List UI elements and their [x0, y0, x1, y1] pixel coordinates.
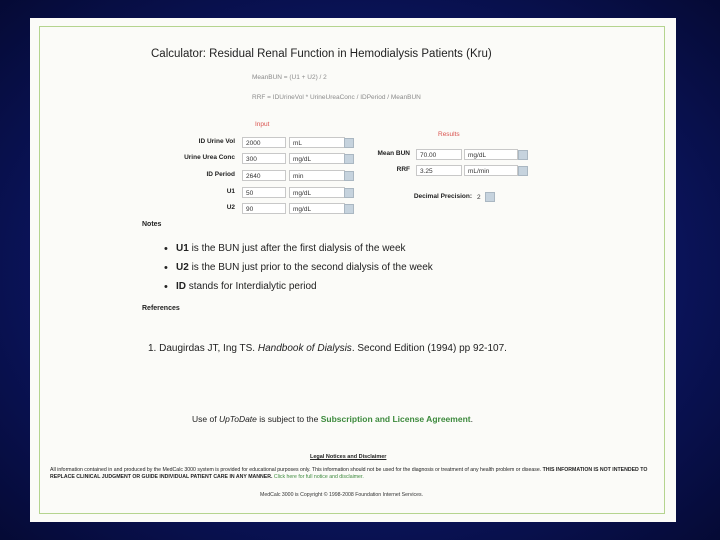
input-label-u2: U2 — [226, 204, 235, 211]
id-urine-vol-unit-select[interactable]: mL — [289, 137, 345, 148]
formula-rrf: RRF = IDUrineVol * UrineUreaConc / IDPeriod / MeanBUN — [252, 94, 421, 101]
note-item: U1 is the BUN just after the first dialysis of the week — [176, 243, 406, 254]
rrf-unit-select[interactable]: mL/min — [464, 165, 518, 176]
mean-bun-unit-dropdown-icon[interactable] — [518, 150, 528, 160]
legal-notices-link[interactable]: Legal Notices and Disclaimer — [310, 454, 387, 460]
decimal-precision-select[interactable]: 2 — [477, 194, 481, 201]
bullet-icon: • — [164, 243, 168, 255]
input-label-u1: U1 — [226, 188, 235, 195]
license-agreement-link[interactable]: Subscription and License Agreement — [320, 414, 471, 424]
page-title: Calculator: Residual Renal Function in Hemodialysis Patients (Kru) — [151, 48, 492, 60]
u1-unit-dropdown-icon[interactable] — [344, 188, 354, 198]
copyright-text: MedCalc 3000 is Copyright © 1998-2008 Foundation Internet Services. — [260, 492, 423, 498]
input-label-id-urine-vol: ID Urine Vol — [198, 138, 235, 145]
notes-heading: Notes — [142, 221, 162, 228]
u1-unit-select[interactable]: mg/dL — [289, 187, 345, 198]
id-period-input[interactable]: 2640 — [242, 170, 286, 181]
u2-input[interactable]: 90 — [242, 203, 286, 214]
mean-bun-unit-select[interactable]: mg/dL — [464, 149, 518, 160]
input-label-id-period: ID Period — [206, 171, 235, 178]
note-item: ID stands for Interdialytic period — [176, 281, 317, 292]
result-label-mean-bun: Mean BUN — [377, 150, 410, 157]
usage-notice: Use of UpToDate is subject to the Subscription and License Agreement. — [192, 414, 473, 424]
bullet-icon: • — [164, 281, 168, 293]
urine-urea-conc-input[interactable]: 300 — [242, 153, 286, 164]
bullet-icon: • — [164, 262, 168, 274]
rrf-unit-dropdown-icon[interactable] — [518, 166, 528, 176]
calculator-page — [30, 18, 676, 522]
rrf-output: 3.25 — [416, 165, 462, 176]
disclaimer-text: All information contained in and produced by the MedCalc 3000 system is provided for educational purposes only. This information should not be used for the diagnosis or treatment of any health problem or disease. THIS INFORMATION IS NOT INTENDED TO REPLACE CLINICAL JUDGMENT OR GUIDE INDIVIDUAL PATIENT CARE IN ANY MANNER. Click here for full notice and disclaimer. — [50, 467, 648, 480]
u2-unit-select[interactable]: mg/dL — [289, 203, 345, 214]
id-urine-vol-unit-dropdown-icon[interactable] — [344, 138, 354, 148]
id-period-unit-select[interactable]: min — [289, 170, 345, 181]
decimal-precision-dropdown-icon[interactable] — [485, 192, 495, 202]
mean-bun-output: 70.00 — [416, 149, 462, 160]
note-item: U2 is the BUN just prior to the second dialysis of the week — [176, 262, 433, 273]
full-disclaimer-link[interactable]: Click here for full notice and disclaimer. — [273, 474, 364, 480]
decimal-precision-label: Decimal Precision: — [413, 193, 472, 200]
references-heading: References — [142, 305, 180, 312]
formula-mean-bun: MeanBUN = (U1 + U2) / 2 — [252, 74, 327, 81]
u2-unit-dropdown-icon[interactable] — [344, 204, 354, 214]
reference-item: 1. Daugirdas JT, Ing TS. Handbook of Dialysis. Second Edition (1994) pp 92-107. — [148, 343, 507, 354]
u1-input[interactable]: 50 — [242, 187, 286, 198]
input-heading: Input — [255, 121, 270, 128]
urine-urea-conc-unit-select[interactable]: mg/dL — [289, 153, 345, 164]
results-heading: Results — [438, 131, 460, 138]
result-label-rrf: RRF — [396, 166, 410, 173]
id-urine-vol-input[interactable]: 2000 — [242, 137, 286, 148]
input-label-urine-urea-conc: Urine Urea Conc — [184, 154, 235, 161]
